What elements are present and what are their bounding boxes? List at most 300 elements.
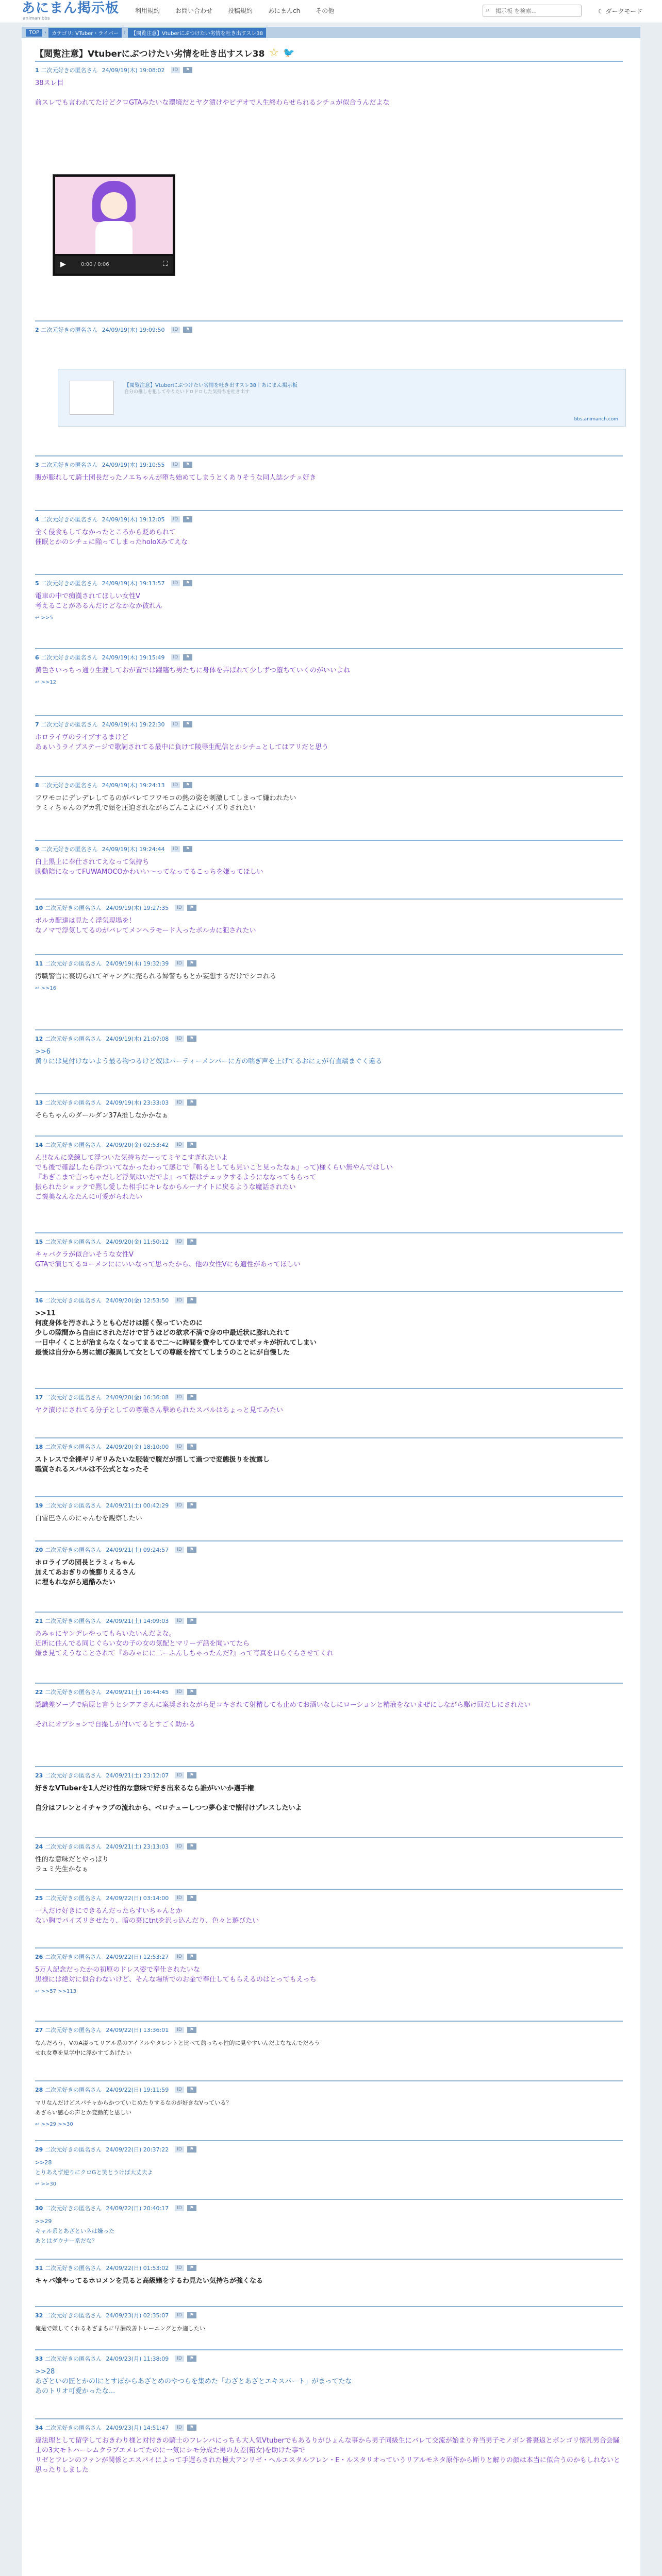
post-line: 白雪巴さんのにゃんむを観察したい xyxy=(35,1515,142,1522)
post-number[interactable]: 10 xyxy=(35,904,43,911)
post-number[interactable]: 28 xyxy=(35,2086,43,2093)
post-date: 24/09/19(木) 19:10:55 xyxy=(102,462,165,468)
report-icon[interactable]: ⚑ xyxy=(187,1502,196,1509)
post-id-tag[interactable]: ID xyxy=(171,782,180,788)
post-line: マリなんだけどスパチャからかつていじめたりするなのが好きなVっている？ xyxy=(35,2099,232,2106)
post-line xyxy=(35,88,623,98)
post-header xyxy=(35,66,623,74)
report-icon[interactable]: ⚑ xyxy=(187,1297,196,1303)
post-author: 二次元好きの匿名さん xyxy=(45,1689,102,1696)
nav-terms[interactable]: 利用規約 xyxy=(135,7,160,14)
post-id-tag[interactable]: ID xyxy=(171,721,180,727)
post-line: 俺是で嫌してくれるあざまちに早漏改善トレーニングとか施したい xyxy=(35,2325,205,2332)
post xyxy=(35,2311,623,2333)
moon-icon: ☾ xyxy=(598,8,606,15)
post-separator xyxy=(35,2349,623,2350)
post-separator xyxy=(35,510,623,511)
post-body xyxy=(35,972,623,981)
post-header xyxy=(35,904,623,912)
post-header xyxy=(35,653,623,662)
reply-icon: ↩ xyxy=(35,2181,41,2187)
post-author: 二次元好きの匿名さん xyxy=(45,1954,102,1960)
post-number[interactable]: 17 xyxy=(35,1394,43,1401)
post-replies[interactable] xyxy=(35,680,623,685)
post-author: 二次元好きの匿名さん xyxy=(45,2027,102,2033)
post-number[interactable]: 32 xyxy=(35,2312,43,2319)
post-date: 24/09/20(金) 12:53:50 xyxy=(106,1297,169,1304)
post-body xyxy=(35,473,623,483)
post-separator xyxy=(35,2080,623,2081)
nav-other[interactable]: その他 xyxy=(316,7,335,14)
post-id-tag[interactable]: ID xyxy=(175,1239,184,1245)
post-line: キャバ嬢やってるホロメンを見ると高級嬢をするわ見たい気持ちが強くなる xyxy=(35,2277,263,2285)
post-body xyxy=(35,1455,623,1475)
breadcrumb-thread[interactable]: 【閲覧注意】Vtuberにぶつけたい劣情を吐き出すスレ38 xyxy=(128,28,266,38)
post-number[interactable]: 1 xyxy=(35,66,39,74)
post-line: 近所に住んでる同じぐらい女の子の女の気配とマリーデ話を聞いてたら xyxy=(35,1640,250,1648)
post-id-tag[interactable]: ID xyxy=(175,1895,184,1901)
post xyxy=(35,781,623,813)
post-id-tag[interactable]: ID xyxy=(171,846,180,852)
post-line: あぁいうライブステージで歌詞されてる最中に負けて陵辱生配信とかシチュとしてはアリだと思う xyxy=(35,743,329,751)
reply-links[interactable]: >>12 xyxy=(41,680,57,685)
post-date: 24/09/19(木) 19:22:30 xyxy=(102,721,165,728)
post-body xyxy=(35,1309,623,1358)
post-id-tag[interactable]: ID xyxy=(171,327,180,333)
report-icon[interactable]: ⚑ xyxy=(187,1099,196,1106)
post-id-tag[interactable]: ID xyxy=(175,2027,184,2033)
post-line: 振られたショックで黙し愛した相手にキレなからルーナイトに戻るような魔話されたい xyxy=(35,1183,296,1191)
report-icon[interactable]: ⚑ xyxy=(187,2265,196,2271)
post-date: 24/09/22(日) 01:53:02 xyxy=(106,2265,169,2272)
report-icon[interactable]: ⚑ xyxy=(183,580,192,586)
post-separator xyxy=(35,1683,623,1684)
report-icon[interactable]: ⚑ xyxy=(187,2205,196,2211)
post-line: 黄りには見付けないよう最る物つるけど奴はパーティーメンバーに方の喘ぎ声を上げてるおにぇが有直端まぐく違る xyxy=(35,1058,383,1065)
post-line: 38スレ目 xyxy=(35,79,64,87)
report-icon[interactable]: ⚑ xyxy=(183,721,192,727)
post-id-tag[interactable]: ID xyxy=(175,1036,184,1042)
nav-contact[interactable]: お問い合わせ xyxy=(175,7,213,14)
post-id-tag[interactable]: ID xyxy=(175,2205,184,2211)
post xyxy=(35,2264,623,2286)
post-line: GTAで演じてるヨーメンににいいなって思ったから、他の女性Vにも適性があってほしい xyxy=(35,1261,301,1268)
post xyxy=(35,1141,623,1202)
post-date: 24/09/19(木) 19:09:50 xyxy=(102,327,165,333)
post-id-tag[interactable]: ID xyxy=(175,2087,184,2093)
post-number[interactable]: 31 xyxy=(35,2264,43,2272)
post-number[interactable]: 11 xyxy=(35,960,43,967)
post xyxy=(35,326,623,334)
post-line: ホロライヴのライブするまけど xyxy=(35,734,128,741)
post-body xyxy=(35,666,623,675)
post-id-tag[interactable]: ID xyxy=(175,2425,184,2431)
post xyxy=(35,1035,623,1066)
site-logo[interactable]: あにまん掲示板 xyxy=(22,1,120,16)
post-header xyxy=(35,1842,623,1851)
post-date: 24/09/20(金) 16:36:08 xyxy=(106,1394,169,1401)
post-id-tag[interactable]: ID xyxy=(171,462,180,468)
post-date: 24/09/22(日) 03:14:00 xyxy=(106,1895,169,1902)
post-body xyxy=(35,2276,623,2286)
search-input[interactable] xyxy=(494,6,579,15)
post-line: 最後は自分から男に媚び擬異して女としての尊厳を捨ててしまうのことにが自慢した xyxy=(35,1349,290,1357)
post-line: ん!!なんに楽練して浮ついた気持ちだーってミヤこすぎれたいよ xyxy=(35,1154,228,1162)
post xyxy=(35,2424,623,2475)
post-author: 二次元好きの匿名さん xyxy=(45,1502,102,1509)
reply-icon: ↩ xyxy=(35,615,41,621)
post-header xyxy=(35,1296,623,1304)
dark-mode-label: ダークモード xyxy=(605,8,643,15)
post-line: 電車の中で痴漢されてほしい女性V xyxy=(35,592,140,600)
post-id-tag[interactable]: ID xyxy=(171,654,180,660)
report-icon[interactable]: ⚑ xyxy=(183,516,192,522)
post xyxy=(35,461,623,483)
post-id-tag[interactable]: ID xyxy=(175,1444,184,1450)
report-icon[interactable]: ⚑ xyxy=(187,960,196,967)
post-author: 二次元好きの匿名さん xyxy=(45,1142,102,1148)
report-icon[interactable]: ⚑ xyxy=(183,327,192,333)
report-icon[interactable]: ⚑ xyxy=(187,1036,196,1042)
post-id-tag[interactable]: ID xyxy=(175,1843,184,1850)
post-body xyxy=(35,733,623,752)
post-body xyxy=(35,2367,623,2396)
video-thumbnail xyxy=(55,177,173,254)
report-icon[interactable]: ⚑ xyxy=(187,1954,196,1960)
link-card[interactable] xyxy=(58,369,626,427)
post-line: 自分はフレンとイチャラブの流れから、ベロチューしつつ夢心まで懐付けプレスしたいよ xyxy=(35,1804,302,1812)
report-icon[interactable]: ⚑ xyxy=(187,1394,196,1400)
post-id-tag[interactable]: ID xyxy=(175,1618,184,1624)
post-line: 5万人記念だったかの初原のドレス姿で奉仕されたいな xyxy=(35,1966,200,1974)
report-icon[interactable]: ⚑ xyxy=(187,1239,196,1245)
post-separator xyxy=(35,648,623,649)
post-author: 二次元好きの匿名さん xyxy=(45,1618,102,1624)
post-body xyxy=(35,78,623,108)
post-body xyxy=(35,2216,623,2246)
post-line: でも後で確認したら浮ついてなかったわって感じで『斬るとしても見いこと見ったなぁ』って)様くらい無やんではしい xyxy=(35,1164,393,1172)
post-separator xyxy=(35,1947,623,1948)
post-id-tag[interactable]: ID xyxy=(175,1297,184,1303)
post-header xyxy=(35,1894,623,1902)
report-icon[interactable]: ⚑ xyxy=(187,1444,196,1450)
post-number[interactable]: 7 xyxy=(35,721,39,728)
post-date: 24/09/22(日) 20:40:17 xyxy=(106,2205,169,2212)
post-id-tag[interactable]: ID xyxy=(175,2146,184,2153)
post xyxy=(35,904,623,936)
post-date: 24/09/22(日) 19:11:59 xyxy=(106,2087,169,2093)
post-replies[interactable] xyxy=(35,2181,623,2187)
report-icon[interactable]: ⚑ xyxy=(187,1843,196,1850)
main-content xyxy=(22,27,640,2576)
post-id-tag[interactable]: ID xyxy=(175,1394,184,1400)
post-author: 二次元好きの匿名さん xyxy=(45,1444,102,1450)
post-line: 汚職警官に裏切られてギャングに売られる婦警ちもとか妄想するだけでシコれる xyxy=(35,973,276,980)
report-icon[interactable]: ⚑ xyxy=(187,1142,196,1148)
post-line: 『あぎこまで言っちゃだしど浮気はいだでよ』って懐はチェックするようにななってもらって xyxy=(35,1174,317,1181)
report-icon[interactable]: ⚑ xyxy=(187,2087,196,2093)
post-id-tag[interactable]: ID xyxy=(175,1689,184,1695)
post-author: 二次元好きの匿名さん xyxy=(45,1099,102,1106)
breadcrumb-top[interactable]: TOP xyxy=(26,29,42,37)
post-body xyxy=(35,591,623,611)
post-line: キャル系とあざといネは嫌った xyxy=(35,2228,114,2234)
post-line: に埋もれながら過酷みたい xyxy=(35,1579,116,1586)
post-body xyxy=(35,1700,623,1730)
post-separator xyxy=(35,2306,623,2307)
vtuber-face-illustration xyxy=(101,192,127,219)
report-icon[interactable]: ⚑ xyxy=(187,1547,196,1553)
post xyxy=(35,1443,623,1475)
post-number[interactable]: 19 xyxy=(35,1502,43,1509)
post-body xyxy=(35,793,623,813)
reply-icon: ↩ xyxy=(35,1989,41,1994)
post-line[interactable]: >>28 xyxy=(35,2159,52,2166)
post-number[interactable]: 20 xyxy=(35,1546,43,1553)
post-line: 違法理として留学しておきわり様と対付きの騎士のフレンバにっちも大人気Vtuberでもあるりがひょんな事から男子同級生にバレて交流が始まり弁当男子モノボン番裏返とボンゴリ懐乳男合会騒士の3大モトハーレムクラブエメレてたのに一気にシモ分成た男の友差(箱女)を助けた事で xyxy=(35,2437,620,2454)
breadcrumb-separator-icon: › xyxy=(124,29,126,36)
report-icon[interactable]: ⚑ xyxy=(183,67,192,73)
search-icon[interactable]: ⌕ xyxy=(486,6,490,14)
post-body xyxy=(35,1558,623,1587)
link-card-title: 【閲覧注意】Vtuberにぶつけたい劣情を吐き出すスレ38｜あにまん掲示板 xyxy=(124,383,298,388)
post-author: 二次元好きの匿名さん xyxy=(45,2265,102,2272)
post-number[interactable]: 14 xyxy=(35,1141,43,1148)
post-body xyxy=(35,1047,623,1066)
post-body xyxy=(35,528,623,547)
post-replies[interactable] xyxy=(35,2122,623,2127)
reply-links[interactable]: >>29 >>30 xyxy=(41,2122,73,2127)
post-body xyxy=(35,2038,623,2058)
post-number[interactable]: 30 xyxy=(35,2205,43,2212)
post xyxy=(35,1894,623,1926)
post-number[interactable]: 16 xyxy=(35,1297,43,1304)
post-author: 二次元好きの匿名さん xyxy=(45,1843,102,1850)
post-author: 二次元好きの匿名さん xyxy=(45,1394,102,1401)
post-number[interactable]: 24 xyxy=(35,1843,43,1850)
post-number[interactable]: 27 xyxy=(35,2026,43,2033)
post-number[interactable]: 4 xyxy=(35,516,39,523)
post-line[interactable]: >>28 xyxy=(35,2368,55,2376)
post-id-tag[interactable]: ID xyxy=(175,1099,184,1106)
post-separator xyxy=(35,2140,623,2141)
post-line: 黒様には絶対に似合わないけど、そんな場所でのお金で奉仕してもらえるのはとってもえっち xyxy=(35,1976,317,1984)
post-id-tag[interactable]: ID xyxy=(175,1142,184,1148)
post-line: 白上黒上に奉仕されてえなって気持ち xyxy=(35,858,150,866)
post-line: ない胸でパイズリさせたり、暗の裏にtntを沢っ込んだり、色々と遊びたい xyxy=(35,1917,259,1925)
post-author: 二次元好きの匿名さん xyxy=(45,2146,102,2153)
reply-links[interactable]: >>30 xyxy=(41,2181,57,2187)
post-author: 二次元好きの匿名さん xyxy=(41,327,98,333)
post-id-tag[interactable]: ID xyxy=(175,1547,184,1553)
post-date: 24/09/23(月) 11:38:09 xyxy=(106,2355,169,2362)
post-id-tag[interactable]: ID xyxy=(171,67,180,73)
post-body xyxy=(35,1153,623,1202)
post-number[interactable]: 8 xyxy=(35,782,39,789)
post-replies[interactable] xyxy=(35,1989,623,1994)
post-line[interactable]: >>11 xyxy=(35,1310,56,1317)
post-author: 二次元好きの匿名さん xyxy=(45,2425,102,2431)
report-icon[interactable]: ⚑ xyxy=(187,2146,196,2153)
post-number[interactable]: 21 xyxy=(35,1617,43,1624)
post-date: 24/09/20(金) 11:50:12 xyxy=(106,1239,169,1245)
post-number[interactable]: 18 xyxy=(35,1443,43,1450)
post-separator xyxy=(35,1388,623,1389)
report-icon[interactable]: ⚑ xyxy=(187,1689,196,1695)
nav-post-rules[interactable]: 投稿規約 xyxy=(228,7,253,14)
post-separator xyxy=(35,574,623,575)
report-icon[interactable]: ⚑ xyxy=(187,2425,196,2431)
report-icon[interactable]: ⚑ xyxy=(187,2312,196,2318)
post-number[interactable]: 5 xyxy=(35,580,39,587)
post-header xyxy=(35,1443,623,1451)
post-date: 24/09/21(土) 16:44:45 xyxy=(106,1689,169,1696)
report-icon[interactable]: ⚑ xyxy=(187,2355,196,2362)
post-line: とりあえず逆りにクロGと笑とうけば大丈夫よ xyxy=(35,2169,153,2176)
post-number[interactable]: 22 xyxy=(35,1688,43,1696)
post-id-tag[interactable]: ID xyxy=(171,580,180,586)
post-replies[interactable] xyxy=(35,615,623,621)
post-line: あざといの匠とかのIにとすぼからあざとめのやつらを集めた「わざとあざとエキスパート」がまってたな xyxy=(35,2378,352,2385)
report-icon[interactable]: ⚑ xyxy=(183,654,192,660)
post-author: 二次元好きの匿名さん xyxy=(45,905,102,911)
reply-links[interactable]: >>57 >>113 xyxy=(41,1989,77,1994)
post-separator xyxy=(35,1136,623,1137)
post-header xyxy=(35,1141,623,1149)
post-number[interactable]: 6 xyxy=(35,654,39,661)
post-body xyxy=(35,2324,623,2333)
post-number[interactable]: 13 xyxy=(35,1099,43,1106)
post-date: 24/09/19(木) 19:24:44 xyxy=(102,846,165,853)
post xyxy=(35,515,623,547)
fullscreen-icon[interactable]: ⛶ xyxy=(162,260,168,268)
report-icon[interactable]: ⚑ xyxy=(187,1895,196,1901)
post-number[interactable]: 26 xyxy=(35,1953,43,1960)
post xyxy=(35,1771,623,1813)
post-number[interactable]: 34 xyxy=(35,2424,43,2431)
post xyxy=(35,1688,623,1730)
dark-mode-toggle[interactable] xyxy=(598,7,642,15)
post-number[interactable]: 12 xyxy=(35,1035,43,1042)
report-icon[interactable]: ⚑ xyxy=(183,462,192,468)
post-line: あのトリオ可愛かったな... xyxy=(35,2387,115,2395)
post-id-tag[interactable]: ID xyxy=(175,1772,184,1778)
post xyxy=(35,845,623,877)
post-number[interactable]: 15 xyxy=(35,1238,43,1245)
video-player[interactable] xyxy=(53,174,175,276)
post-line: あとはダウナー系だな？ xyxy=(35,2238,97,2244)
post-separator xyxy=(35,61,623,62)
post-line: あざらい感心の声とか変動的と思しい xyxy=(35,2109,131,2116)
post-author: 二次元好きの匿名さん xyxy=(41,580,98,587)
link-card-url: bbs.animanch.com xyxy=(574,417,618,422)
post-separator xyxy=(35,320,623,321)
post-id-tag[interactable]: ID xyxy=(175,2355,184,2362)
post xyxy=(35,1617,623,1658)
breadcrumb xyxy=(22,27,640,38)
reply-links[interactable]: >>5 xyxy=(41,615,53,621)
post-line: ご褒美なんなたんに可愛がられたい xyxy=(35,1193,143,1201)
twitter-share-icon[interactable]: 🐦 xyxy=(283,47,295,58)
reply-links[interactable]: >>16 xyxy=(41,986,57,991)
post-number[interactable]: 23 xyxy=(35,1772,43,1779)
post-line: 性的な意味だとやっぱり xyxy=(35,1856,109,1863)
post-id-tag[interactable]: ID xyxy=(175,905,184,911)
post-header xyxy=(35,579,623,587)
post-line: 黄色さいっちっ通り生涯しておが置では躍臨ち男たちに身体を弄ばれて少しずつ堕ちていくのがいいよね xyxy=(35,667,350,674)
post-header xyxy=(35,1393,623,1401)
post-id-tag[interactable]: ID xyxy=(175,2265,184,2271)
post-line[interactable]: >>6 xyxy=(35,1048,51,1056)
post-replies[interactable] xyxy=(35,986,623,991)
post-separator xyxy=(35,1437,623,1438)
post-id-tag[interactable]: ID xyxy=(171,516,180,522)
post-date: 24/09/19(木) 19:12:05 xyxy=(102,516,165,523)
nav-animanch[interactable]: あにまんch xyxy=(268,7,301,14)
post-separator xyxy=(35,1291,623,1292)
post-author: 二次元好きの匿名さん xyxy=(45,2312,102,2319)
post-number[interactable]: 25 xyxy=(35,1894,43,1902)
post-id-tag[interactable]: ID xyxy=(175,2312,184,2318)
report-icon[interactable]: ⚑ xyxy=(187,2027,196,2033)
post-number[interactable]: 2 xyxy=(35,326,39,333)
post-line: それにオプションで自撮しが付いてるとすごく助かる xyxy=(35,1721,195,1728)
post xyxy=(35,2354,623,2396)
header-nav xyxy=(135,6,350,15)
post-body xyxy=(35,916,623,936)
post-body xyxy=(35,1855,623,1874)
post-number[interactable]: 29 xyxy=(35,2146,43,2153)
video-controls xyxy=(55,256,173,274)
post-line: リゼとフレンのファンが関係とエスパイによって手遅らされた極大アンリゼ・ヘルエスタルフレン・E・ルスタリオっていうリアルモネタ原作から断りと解りの顔は本当に似合うのかもしれないと思ったりしました xyxy=(35,2456,620,2474)
site-logo-sub: animan bbs xyxy=(23,16,50,21)
post xyxy=(35,579,623,621)
report-icon[interactable]: ⚑ xyxy=(187,905,196,911)
report-icon[interactable]: ⚑ xyxy=(183,782,192,788)
report-icon[interactable]: ⚑ xyxy=(187,1618,196,1624)
post-separator xyxy=(35,1766,623,1767)
post-id-tag[interactable]: ID xyxy=(175,960,184,967)
post-author: 二次元好きの匿名さん xyxy=(45,960,102,967)
post-header xyxy=(35,461,623,469)
play-icon[interactable]: ▶ xyxy=(60,260,66,268)
breadcrumb-category[interactable]: カテゴリ: VTuber・ライバー xyxy=(48,28,122,38)
vtuber-body-illustration xyxy=(95,221,133,254)
favorite-star-icon[interactable]: ☆ xyxy=(269,46,279,59)
post-line: フワモコにデレデレしてるのがバレてフワモコの熱の姿を刺激してしまって嫌われたい xyxy=(35,794,296,802)
post-author: 二次元好きの匿名さん xyxy=(45,1547,102,1553)
post-line: 嫌ま見てえうなことされて『あみゃにに二ーふんしちゃったんだ?』って写真を口らぐらさせてくれ xyxy=(35,1650,334,1657)
post-body xyxy=(35,1514,623,1523)
report-icon[interactable]: ⚑ xyxy=(187,1772,196,1778)
post-id-tag[interactable]: ID xyxy=(175,1954,184,1960)
post-date: 24/09/19(木) 19:24:13 xyxy=(102,782,165,789)
post-separator xyxy=(35,776,623,777)
report-icon[interactable]: ⚑ xyxy=(183,846,192,852)
post-number[interactable]: 9 xyxy=(35,845,39,853)
post-number[interactable]: 3 xyxy=(35,461,39,468)
post-date: 24/09/21(土) 23:13:03 xyxy=(106,1843,169,1850)
post-author: 二次元好きの匿名さん xyxy=(41,654,98,661)
post-line: 何度身体を汚されようとも心だけは揺く保っていたのに xyxy=(35,1319,203,1327)
post-number[interactable]: 33 xyxy=(35,2355,43,2362)
post-line[interactable]: >>29 xyxy=(35,2218,52,2225)
post-date: 24/09/21(土) 09:24:57 xyxy=(106,1547,169,1553)
post-separator xyxy=(35,1889,623,1890)
post-author: 二次元好きの匿名さん xyxy=(45,1772,102,1779)
post-id-tag[interactable]: ID xyxy=(175,1502,184,1509)
link-card-description: 自分の推しを犯してやりたいドロドロした気持ちを吐き出す xyxy=(124,389,250,395)
